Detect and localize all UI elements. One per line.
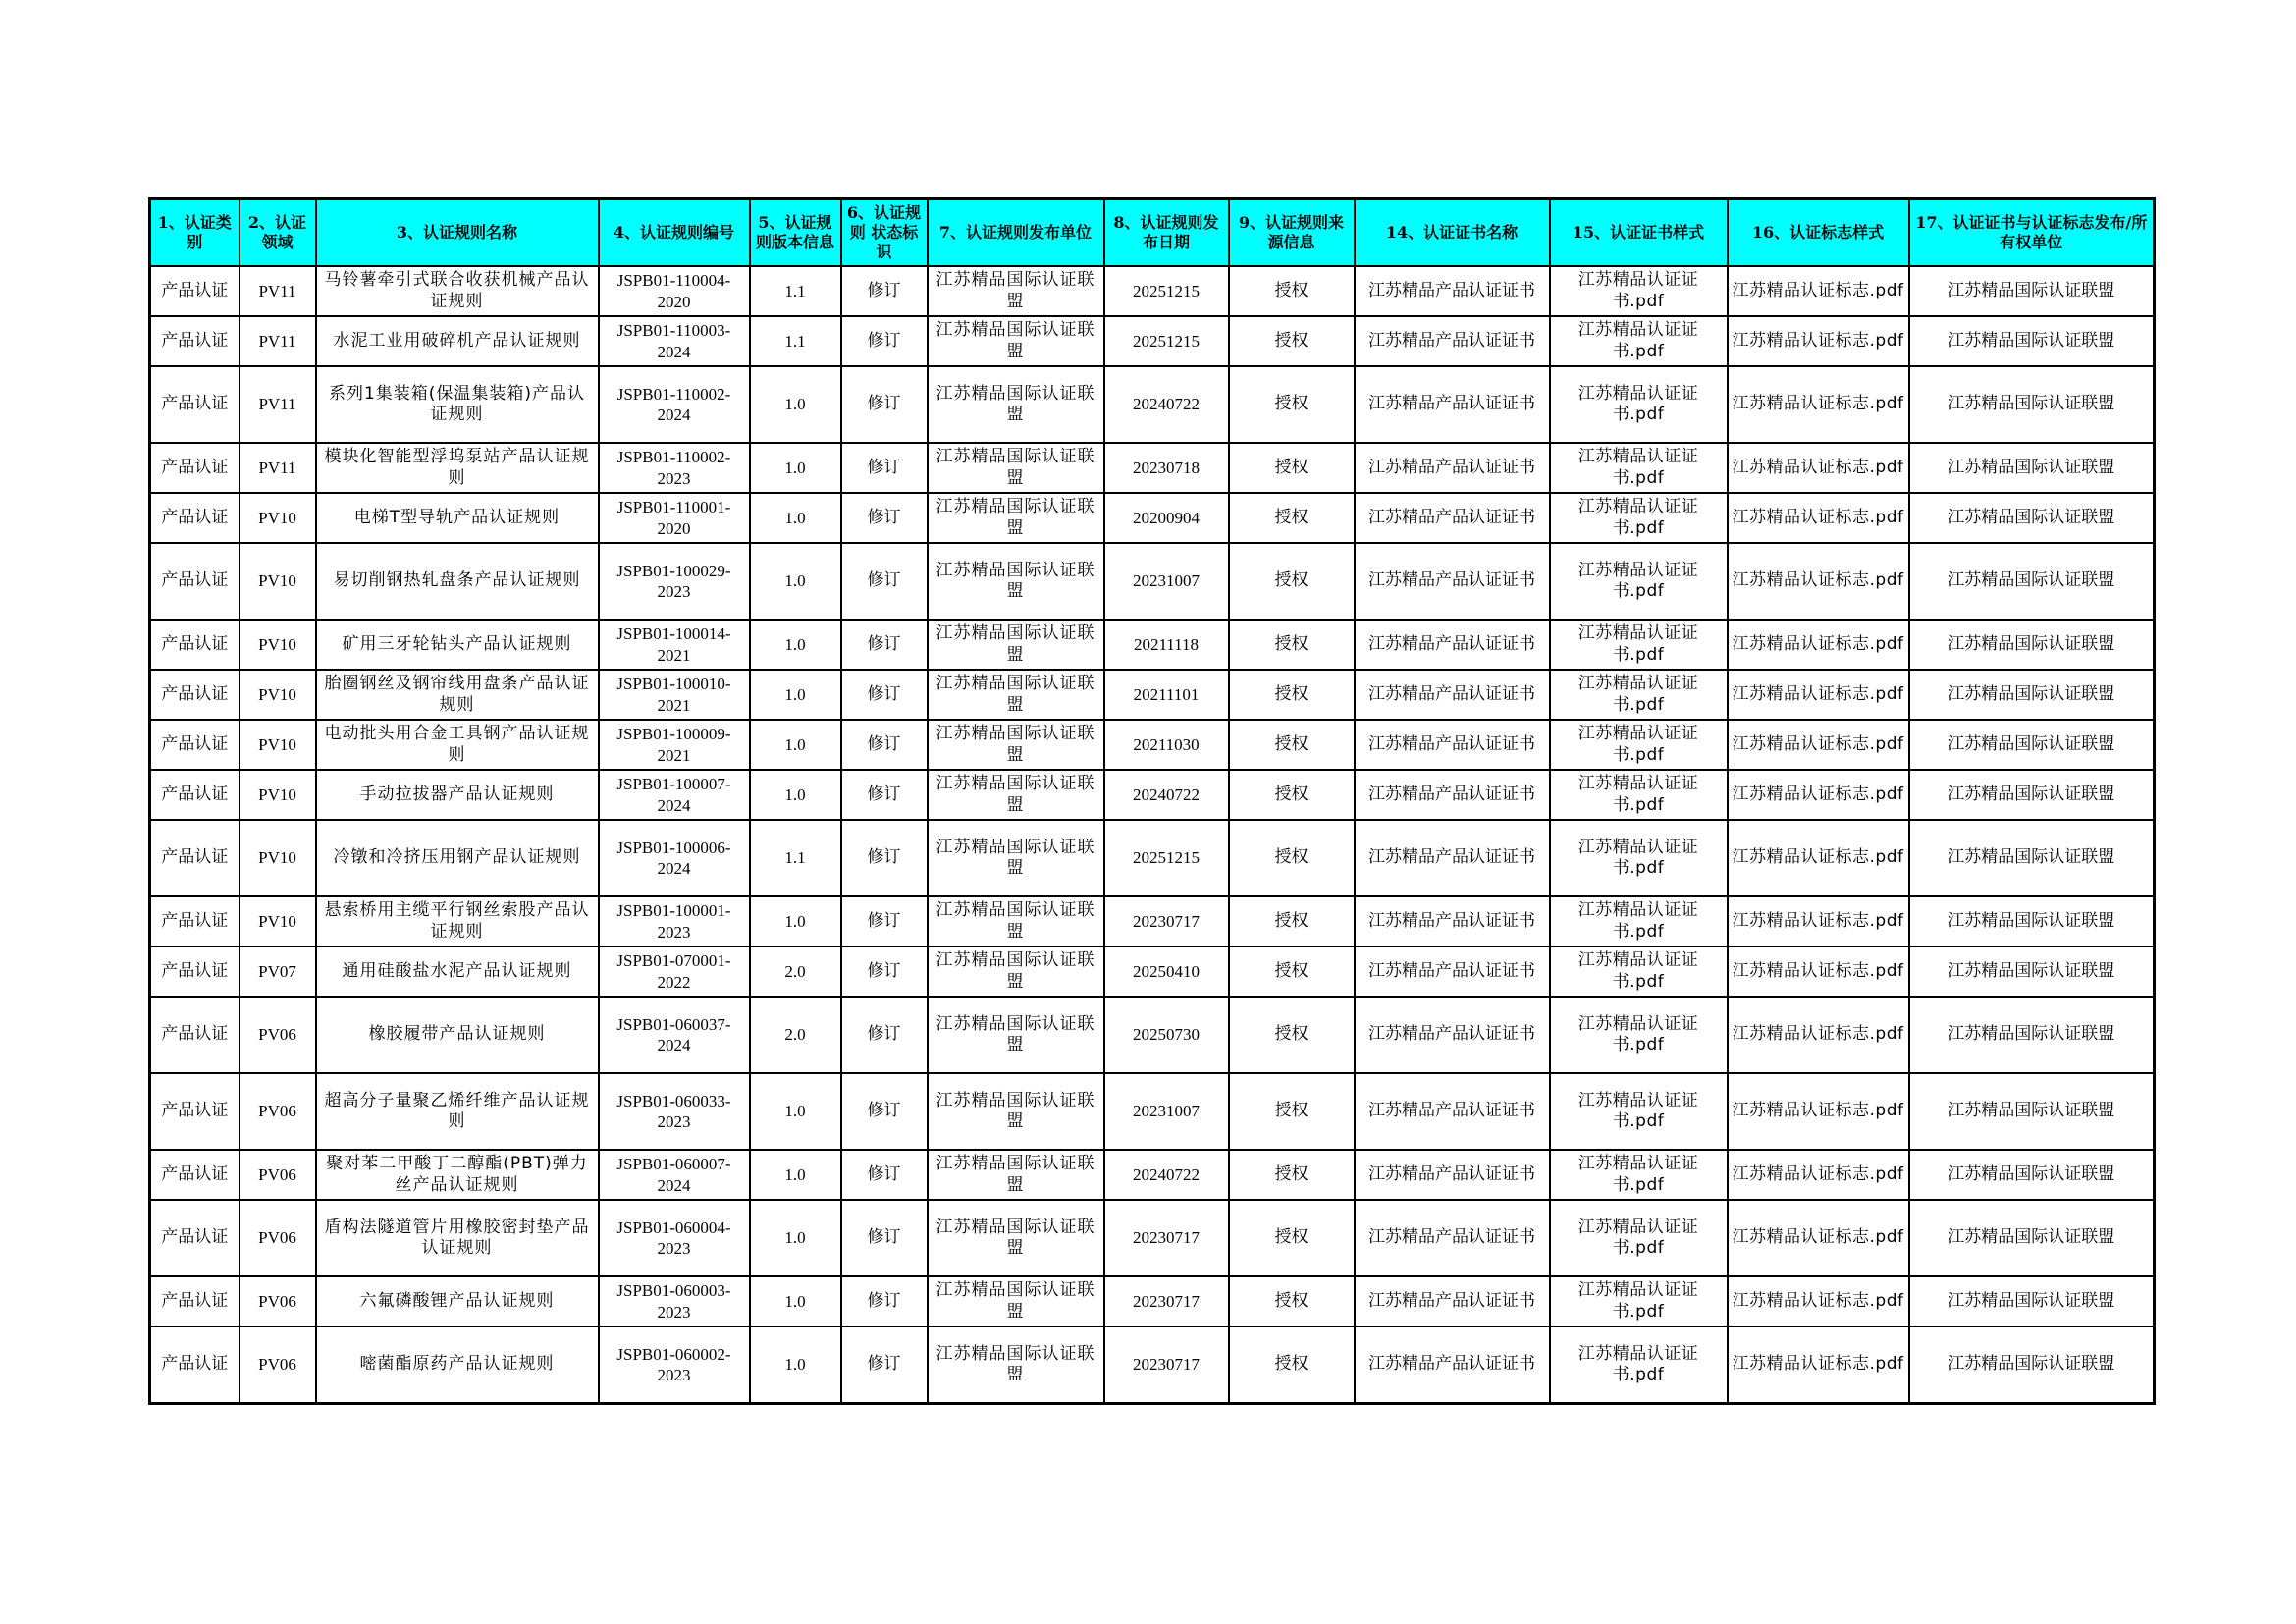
version-cell: 1.0 <box>750 896 841 947</box>
rule-number-cell: JSPB01-060003-2023 <box>599 1276 750 1326</box>
category-cell: 产品认证 <box>150 543 240 620</box>
rule-name-cell: 嘧菌酯原药产品认证规则 <box>316 1326 599 1403</box>
status-cell: 修订 <box>841 670 928 720</box>
rule-number-cell: JSPB01-100009-2021 <box>599 720 750 770</box>
certificate-style-cell: 江苏精品认证证书.pdf <box>1550 543 1728 620</box>
owner-cell: 江苏精品国际认证联盟 <box>1909 1276 2155 1326</box>
category-cell: 产品认证 <box>150 366 240 443</box>
rule-number-cell: JSPB01-110002-2024 <box>599 366 750 443</box>
rule-name-cell: 橡胶履带产品认证规则 <box>316 997 599 1073</box>
publisher-cell: 江苏精品国际认证联盟 <box>928 493 1104 543</box>
source-cell: 授权 <box>1229 1326 1355 1403</box>
category-cell: 产品认证 <box>150 947 240 997</box>
version-cell: 2.0 <box>750 947 841 997</box>
owner-cell: 江苏精品国际认证联盟 <box>1909 997 2155 1073</box>
table-row <box>150 620 2155 670</box>
version-cell: 1.0 <box>750 1276 841 1326</box>
certificate-name-cell: 江苏精品产品认证证书 <box>1355 720 1550 770</box>
table-row <box>150 266 2155 316</box>
mark-style-cell: 江苏精品认证标志.pdf <box>1728 820 1909 896</box>
header-cell: 5、认证规则版本信息 <box>750 199 841 267</box>
status-cell: 修订 <box>841 443 928 493</box>
field-cell: PV06 <box>240 1150 316 1200</box>
publisher-cell: 江苏精品国际认证联盟 <box>928 1326 1104 1403</box>
owner-cell: 江苏精品国际认证联盟 <box>1909 543 2155 620</box>
certification-rules-table <box>148 197 2156 1405</box>
publish-date-cell: 20240722 <box>1104 770 1229 820</box>
status-cell: 修订 <box>841 720 928 770</box>
certificate-style-cell: 江苏精品认证证书.pdf <box>1550 720 1728 770</box>
header-row <box>150 199 2155 267</box>
rule-name-cell: 水泥工业用破碎机产品认证规则 <box>316 316 599 366</box>
source-cell: 授权 <box>1229 997 1355 1073</box>
publish-date-cell: 20240722 <box>1104 1150 1229 1200</box>
certificate-name-cell: 江苏精品产品认证证书 <box>1355 1276 1550 1326</box>
owner-cell: 江苏精品国际认证联盟 <box>1909 720 2155 770</box>
publish-date-cell: 20231007 <box>1104 543 1229 620</box>
header-cell: 9、认证规则来源信息 <box>1229 199 1355 267</box>
version-cell: 1.0 <box>750 770 841 820</box>
header-cell: 4、认证规则编号 <box>599 199 750 267</box>
field-cell: PV06 <box>240 1200 316 1276</box>
rule-number-cell: JSPB01-070001-2022 <box>599 947 750 997</box>
version-cell: 1.0 <box>750 1200 841 1276</box>
publisher-cell: 江苏精品国际认证联盟 <box>928 1276 1104 1326</box>
rule-number-cell: JSPB01-060002-2023 <box>599 1326 750 1403</box>
publisher-cell: 江苏精品国际认证联盟 <box>928 316 1104 366</box>
owner-cell: 江苏精品国际认证联盟 <box>1909 820 2155 896</box>
mark-style-cell: 江苏精品认证标志.pdf <box>1728 316 1909 366</box>
publisher-cell: 江苏精品国际认证联盟 <box>928 670 1104 720</box>
certificate-style-cell: 江苏精品认证证书.pdf <box>1550 997 1728 1073</box>
certificate-style-cell: 江苏精品认证证书.pdf <box>1550 443 1728 493</box>
publish-date-cell: 20211118 <box>1104 620 1229 670</box>
status-cell: 修订 <box>841 1150 928 1200</box>
owner-cell: 江苏精品国际认证联盟 <box>1909 1200 2155 1276</box>
header-cell: 1、认证类别 <box>150 199 240 267</box>
version-cell: 1.0 <box>750 1073 841 1150</box>
table-row <box>150 316 2155 366</box>
field-cell: PV10 <box>240 620 316 670</box>
publisher-cell: 江苏精品国际认证联盟 <box>928 266 1104 316</box>
status-cell: 修订 <box>841 493 928 543</box>
owner-cell: 江苏精品国际认证联盟 <box>1909 1326 2155 1403</box>
source-cell: 授权 <box>1229 366 1355 443</box>
source-cell: 授权 <box>1229 493 1355 543</box>
field-cell: PV10 <box>240 896 316 947</box>
publish-date-cell: 20230717 <box>1104 896 1229 947</box>
rule-name-cell: 电动批头用合金工具钢产品认证规则 <box>316 720 599 770</box>
table-row <box>150 1073 2155 1150</box>
publisher-cell: 江苏精品国际认证联盟 <box>928 997 1104 1073</box>
status-cell: 修订 <box>841 366 928 443</box>
table-row <box>150 896 2155 947</box>
mark-style-cell: 江苏精品认证标志.pdf <box>1728 266 1909 316</box>
publish-date-cell: 20251215 <box>1104 316 1229 366</box>
status-cell: 修订 <box>841 820 928 896</box>
version-cell: 2.0 <box>750 997 841 1073</box>
header-cell: 3、认证规则名称 <box>316 199 599 267</box>
certificate-style-cell: 江苏精品认证证书.pdf <box>1550 1150 1728 1200</box>
mark-style-cell: 江苏精品认证标志.pdf <box>1728 493 1909 543</box>
header-cell: 16、认证标志样式 <box>1728 199 1909 267</box>
certificate-name-cell: 江苏精品产品认证证书 <box>1355 316 1550 366</box>
certificate-name-cell: 江苏精品产品认证证书 <box>1355 543 1550 620</box>
rule-number-cell: JSPB01-110004-2020 <box>599 266 750 316</box>
owner-cell: 江苏精品国际认证联盟 <box>1909 620 2155 670</box>
rule-number-cell: JSPB01-060033-2023 <box>599 1073 750 1150</box>
publisher-cell: 江苏精品国际认证联盟 <box>928 1073 1104 1150</box>
rule-number-cell: JSPB01-110003-2024 <box>599 316 750 366</box>
category-cell: 产品认证 <box>150 770 240 820</box>
field-cell: PV11 <box>240 266 316 316</box>
version-cell: 1.0 <box>750 1326 841 1403</box>
publish-date-cell: 20251215 <box>1104 820 1229 896</box>
owner-cell: 江苏精品国际认证联盟 <box>1909 1150 2155 1200</box>
version-cell: 1.0 <box>750 443 841 493</box>
field-cell: PV10 <box>240 720 316 770</box>
rule-number-cell: JSPB01-100014-2021 <box>599 620 750 670</box>
certificate-style-cell: 江苏精品认证证书.pdf <box>1550 366 1728 443</box>
category-cell: 产品认证 <box>150 896 240 947</box>
publish-date-cell: 20250730 <box>1104 997 1229 1073</box>
certificate-name-cell: 江苏精品产品认证证书 <box>1355 670 1550 720</box>
owner-cell: 江苏精品国际认证联盟 <box>1909 1073 2155 1150</box>
category-cell: 产品认证 <box>150 493 240 543</box>
category-cell: 产品认证 <box>150 820 240 896</box>
rule-number-cell: JSPB01-060004-2023 <box>599 1200 750 1276</box>
header-cell: 8、认证规则发布日期 <box>1104 199 1229 267</box>
rule-number-cell: JSPB01-110001-2020 <box>599 493 750 543</box>
owner-cell: 江苏精品国际认证联盟 <box>1909 316 2155 366</box>
mark-style-cell: 江苏精品认证标志.pdf <box>1728 1276 1909 1326</box>
mark-style-cell: 江苏精品认证标志.pdf <box>1728 670 1909 720</box>
version-cell: 1.0 <box>750 366 841 443</box>
owner-cell: 江苏精品国际认证联盟 <box>1909 896 2155 947</box>
certificate-name-cell: 江苏精品产品认证证书 <box>1355 266 1550 316</box>
certificate-name-cell: 江苏精品产品认证证书 <box>1355 1200 1550 1276</box>
rule-name-cell: 超高分子量聚乙烯纤维产品认证规则 <box>316 1073 599 1150</box>
certificate-name-cell: 江苏精品产品认证证书 <box>1355 896 1550 947</box>
status-cell: 修订 <box>841 770 928 820</box>
status-cell: 修订 <box>841 266 928 316</box>
publish-date-cell: 20211030 <box>1104 720 1229 770</box>
field-cell: PV11 <box>240 316 316 366</box>
category-cell: 产品认证 <box>150 620 240 670</box>
status-cell: 修订 <box>841 316 928 366</box>
rule-number-cell: JSPB01-100006-2024 <box>599 820 750 896</box>
mark-style-cell: 江苏精品认证标志.pdf <box>1728 620 1909 670</box>
rule-number-cell: JSPB01-110002-2023 <box>599 443 750 493</box>
certificate-name-cell: 江苏精品产品认证证书 <box>1355 1326 1550 1403</box>
field-cell: PV07 <box>240 947 316 997</box>
rule-name-cell: 冷镦和冷挤压用钢产品认证规则 <box>316 820 599 896</box>
certificate-name-cell: 江苏精品产品认证证书 <box>1355 620 1550 670</box>
certificate-name-cell: 江苏精品产品认证证书 <box>1355 947 1550 997</box>
source-cell: 授权 <box>1229 443 1355 493</box>
field-cell: PV10 <box>240 543 316 620</box>
header-cell: 2、认证领域 <box>240 199 316 267</box>
header-cell: 7、认证规则发布单位 <box>928 199 1104 267</box>
category-cell: 产品认证 <box>150 670 240 720</box>
certificate-style-cell: 江苏精品认证证书.pdf <box>1550 1326 1728 1403</box>
rule-name-cell: 模块化智能型浮坞泵站产品认证规则 <box>316 443 599 493</box>
certificate-name-cell: 江苏精品产品认证证书 <box>1355 493 1550 543</box>
category-cell: 产品认证 <box>150 1326 240 1403</box>
publisher-cell: 江苏精品国际认证联盟 <box>928 443 1104 493</box>
table-body <box>150 266 2155 1403</box>
owner-cell: 江苏精品国际认证联盟 <box>1909 670 2155 720</box>
mark-style-cell: 江苏精品认证标志.pdf <box>1728 543 1909 620</box>
rule-name-cell: 悬索桥用主缆平行钢丝索股产品认证规则 <box>316 896 599 947</box>
category-cell: 产品认证 <box>150 1276 240 1326</box>
publish-date-cell: 20200904 <box>1104 493 1229 543</box>
field-cell: PV06 <box>240 1073 316 1150</box>
mark-style-cell: 江苏精品认证标志.pdf <box>1728 720 1909 770</box>
version-cell: 1.1 <box>750 820 841 896</box>
source-cell: 授权 <box>1229 896 1355 947</box>
field-cell: PV10 <box>240 820 316 896</box>
certificate-name-cell: 江苏精品产品认证证书 <box>1355 770 1550 820</box>
publisher-cell: 江苏精品国际认证联盟 <box>928 543 1104 620</box>
category-cell: 产品认证 <box>150 443 240 493</box>
certificate-name-cell: 江苏精品产品认证证书 <box>1355 1073 1550 1150</box>
source-cell: 授权 <box>1229 1276 1355 1326</box>
source-cell: 授权 <box>1229 947 1355 997</box>
certificate-style-cell: 江苏精品认证证书.pdf <box>1550 620 1728 670</box>
source-cell: 授权 <box>1229 316 1355 366</box>
rule-name-cell: 易切削钢热轧盘条产品认证规则 <box>316 543 599 620</box>
certificate-style-cell: 江苏精品认证证书.pdf <box>1550 316 1728 366</box>
rule-name-cell: 胎圈钢丝及钢帘线用盘条产品认证规则 <box>316 670 599 720</box>
owner-cell: 江苏精品国际认证联盟 <box>1909 493 2155 543</box>
source-cell: 授权 <box>1229 670 1355 720</box>
mark-style-cell: 江苏精品认证标志.pdf <box>1728 443 1909 493</box>
rule-name-cell: 手动拉拔器产品认证规则 <box>316 770 599 820</box>
rule-name-cell: 马铃薯牵引式联合收获机械产品认证规则 <box>316 266 599 316</box>
field-cell: PV10 <box>240 493 316 543</box>
source-cell: 授权 <box>1229 770 1355 820</box>
publisher-cell: 江苏精品国际认证联盟 <box>928 1200 1104 1276</box>
rule-number-cell: JSPB01-100010-2021 <box>599 670 750 720</box>
rule-name-cell: 系列1集装箱(保温集装箱)产品认证规则 <box>316 366 599 443</box>
source-cell: 授权 <box>1229 543 1355 620</box>
mark-style-cell: 江苏精品认证标志.pdf <box>1728 1150 1909 1200</box>
certificate-name-cell: 江苏精品产品认证证书 <box>1355 997 1550 1073</box>
table-row <box>150 720 2155 770</box>
table-row <box>150 1200 2155 1276</box>
table-row <box>150 1150 2155 1200</box>
rule-name-cell: 盾构法隧道管片用橡胶密封垫产品认证规则 <box>316 1200 599 1276</box>
header-cell: 14、认证证书名称 <box>1355 199 1550 267</box>
publish-date-cell: 20231007 <box>1104 1073 1229 1150</box>
certificate-style-cell: 江苏精品认证证书.pdf <box>1550 1276 1728 1326</box>
source-cell: 授权 <box>1229 720 1355 770</box>
rule-name-cell: 电梯T型导轨产品认证规则 <box>316 493 599 543</box>
table-row <box>150 997 2155 1073</box>
table-row <box>150 670 2155 720</box>
table-row <box>150 443 2155 493</box>
status-cell: 修订 <box>841 1326 928 1403</box>
status-cell: 修订 <box>841 543 928 620</box>
owner-cell: 江苏精品国际认证联盟 <box>1909 366 2155 443</box>
publish-date-cell: 20251215 <box>1104 266 1229 316</box>
mark-style-cell: 江苏精品认证标志.pdf <box>1728 1073 1909 1150</box>
field-cell: PV06 <box>240 1326 316 1403</box>
status-cell: 修订 <box>841 1200 928 1276</box>
category-cell: 产品认证 <box>150 720 240 770</box>
certificate-name-cell: 江苏精品产品认证证书 <box>1355 820 1550 896</box>
field-cell: PV10 <box>240 670 316 720</box>
version-cell: 1.0 <box>750 720 841 770</box>
table-row <box>150 366 2155 443</box>
certificate-style-cell: 江苏精品认证证书.pdf <box>1550 820 1728 896</box>
publisher-cell: 江苏精品国际认证联盟 <box>928 820 1104 896</box>
publish-date-cell: 20230718 <box>1104 443 1229 493</box>
version-cell: 1.0 <box>750 620 841 670</box>
category-cell: 产品认证 <box>150 1073 240 1150</box>
rule-number-cell: JSPB01-100029-2023 <box>599 543 750 620</box>
status-cell: 修订 <box>841 997 928 1073</box>
certificate-style-cell: 江苏精品认证证书.pdf <box>1550 947 1728 997</box>
mark-style-cell: 江苏精品认证标志.pdf <box>1728 1200 1909 1276</box>
version-cell: 1.0 <box>750 493 841 543</box>
rule-name-cell: 矿用三牙轮钻头产品认证规则 <box>316 620 599 670</box>
rule-name-cell: 聚对苯二甲酸丁二醇酯(PBT)弹力丝产品认证规则 <box>316 1150 599 1200</box>
certificate-style-cell: 江苏精品认证证书.pdf <box>1550 670 1728 720</box>
mark-style-cell: 江苏精品认证标志.pdf <box>1728 896 1909 947</box>
source-cell: 授权 <box>1229 1150 1355 1200</box>
header-cell: 6、认证规则 状态标识 <box>841 199 928 267</box>
version-cell: 1.1 <box>750 316 841 366</box>
certificate-style-cell: 江苏精品认证证书.pdf <box>1550 493 1728 543</box>
field-cell: PV11 <box>240 443 316 493</box>
certificate-style-cell: 江苏精品认证证书.pdf <box>1550 896 1728 947</box>
header-cell: 17、认证证书与认证标志发布/所有权单位 <box>1909 199 2155 267</box>
field-cell: PV10 <box>240 770 316 820</box>
mark-style-cell: 江苏精品认证标志.pdf <box>1728 997 1909 1073</box>
source-cell: 授权 <box>1229 266 1355 316</box>
source-cell: 授权 <box>1229 1200 1355 1276</box>
version-cell: 1.0 <box>750 543 841 620</box>
category-cell: 产品认证 <box>150 997 240 1073</box>
source-cell: 授权 <box>1229 1073 1355 1150</box>
publish-date-cell: 20240722 <box>1104 366 1229 443</box>
status-cell: 修订 <box>841 1073 928 1150</box>
category-cell: 产品认证 <box>150 1200 240 1276</box>
publish-date-cell: 20230717 <box>1104 1200 1229 1276</box>
table-row <box>150 543 2155 620</box>
certificate-name-cell: 江苏精品产品认证证书 <box>1355 366 1550 443</box>
owner-cell: 江苏精品国际认证联盟 <box>1909 770 2155 820</box>
status-cell: 修订 <box>841 947 928 997</box>
version-cell: 1.0 <box>750 1150 841 1200</box>
table-row <box>150 820 2155 896</box>
category-cell: 产品认证 <box>150 266 240 316</box>
status-cell: 修订 <box>841 896 928 947</box>
rule-name-cell: 六氟磷酸锂产品认证规则 <box>316 1276 599 1326</box>
rule-number-cell: JSPB01-100001-2023 <box>599 896 750 947</box>
status-cell: 修订 <box>841 1276 928 1326</box>
field-cell: PV11 <box>240 366 316 443</box>
certificate-style-cell: 江苏精品认证证书.pdf <box>1550 1200 1728 1276</box>
field-cell: PV06 <box>240 1276 316 1326</box>
version-cell: 1.0 <box>750 670 841 720</box>
mark-style-cell: 江苏精品认证标志.pdf <box>1728 1326 1909 1403</box>
publisher-cell: 江苏精品国际认证联盟 <box>928 720 1104 770</box>
table-row <box>150 1326 2155 1403</box>
version-cell: 1.1 <box>750 266 841 316</box>
mark-style-cell: 江苏精品认证标志.pdf <box>1728 770 1909 820</box>
publish-date-cell: 20230717 <box>1104 1326 1229 1403</box>
certificate-name-cell: 江苏精品产品认证证书 <box>1355 1150 1550 1200</box>
rule-number-cell: JSPB01-060037-2024 <box>599 997 750 1073</box>
publish-date-cell: 20250410 <box>1104 947 1229 997</box>
rule-number-cell: JSPB01-060007-2024 <box>599 1150 750 1200</box>
mark-style-cell: 江苏精品认证标志.pdf <box>1728 947 1909 997</box>
rule-name-cell: 通用硅酸盐水泥产品认证规则 <box>316 947 599 997</box>
certificate-style-cell: 江苏精品认证证书.pdf <box>1550 266 1728 316</box>
mark-style-cell: 江苏精品认证标志.pdf <box>1728 366 1909 443</box>
field-cell: PV06 <box>240 997 316 1073</box>
publisher-cell: 江苏精品国际认证联盟 <box>928 1150 1104 1200</box>
owner-cell: 江苏精品国际认证联盟 <box>1909 947 2155 997</box>
publisher-cell: 江苏精品国际认证联盟 <box>928 947 1104 997</box>
category-cell: 产品认证 <box>150 1150 240 1200</box>
publish-date-cell: 20230717 <box>1104 1276 1229 1326</box>
publisher-cell: 江苏精品国际认证联盟 <box>928 620 1104 670</box>
certificate-name-cell: 江苏精品产品认证证书 <box>1355 443 1550 493</box>
publisher-cell: 江苏精品国际认证联盟 <box>928 896 1104 947</box>
publish-date-cell: 20211101 <box>1104 670 1229 720</box>
publisher-cell: 江苏精品国际认证联盟 <box>928 770 1104 820</box>
table-row <box>150 770 2155 820</box>
table-row <box>150 947 2155 997</box>
rule-number-cell: JSPB01-100007-2024 <box>599 770 750 820</box>
owner-cell: 江苏精品国际认证联盟 <box>1909 266 2155 316</box>
source-cell: 授权 <box>1229 620 1355 670</box>
owner-cell: 江苏精品国际认证联盟 <box>1909 443 2155 493</box>
header-cell: 15、认证证书样式 <box>1550 199 1728 267</box>
status-cell: 修订 <box>841 620 928 670</box>
source-cell: 授权 <box>1229 820 1355 896</box>
table-row <box>150 1276 2155 1326</box>
certificate-style-cell: 江苏精品认证证书.pdf <box>1550 770 1728 820</box>
category-cell: 产品认证 <box>150 316 240 366</box>
publisher-cell: 江苏精品国际认证联盟 <box>928 366 1104 443</box>
table-row <box>150 493 2155 543</box>
certificate-style-cell: 江苏精品认证证书.pdf <box>1550 1073 1728 1150</box>
